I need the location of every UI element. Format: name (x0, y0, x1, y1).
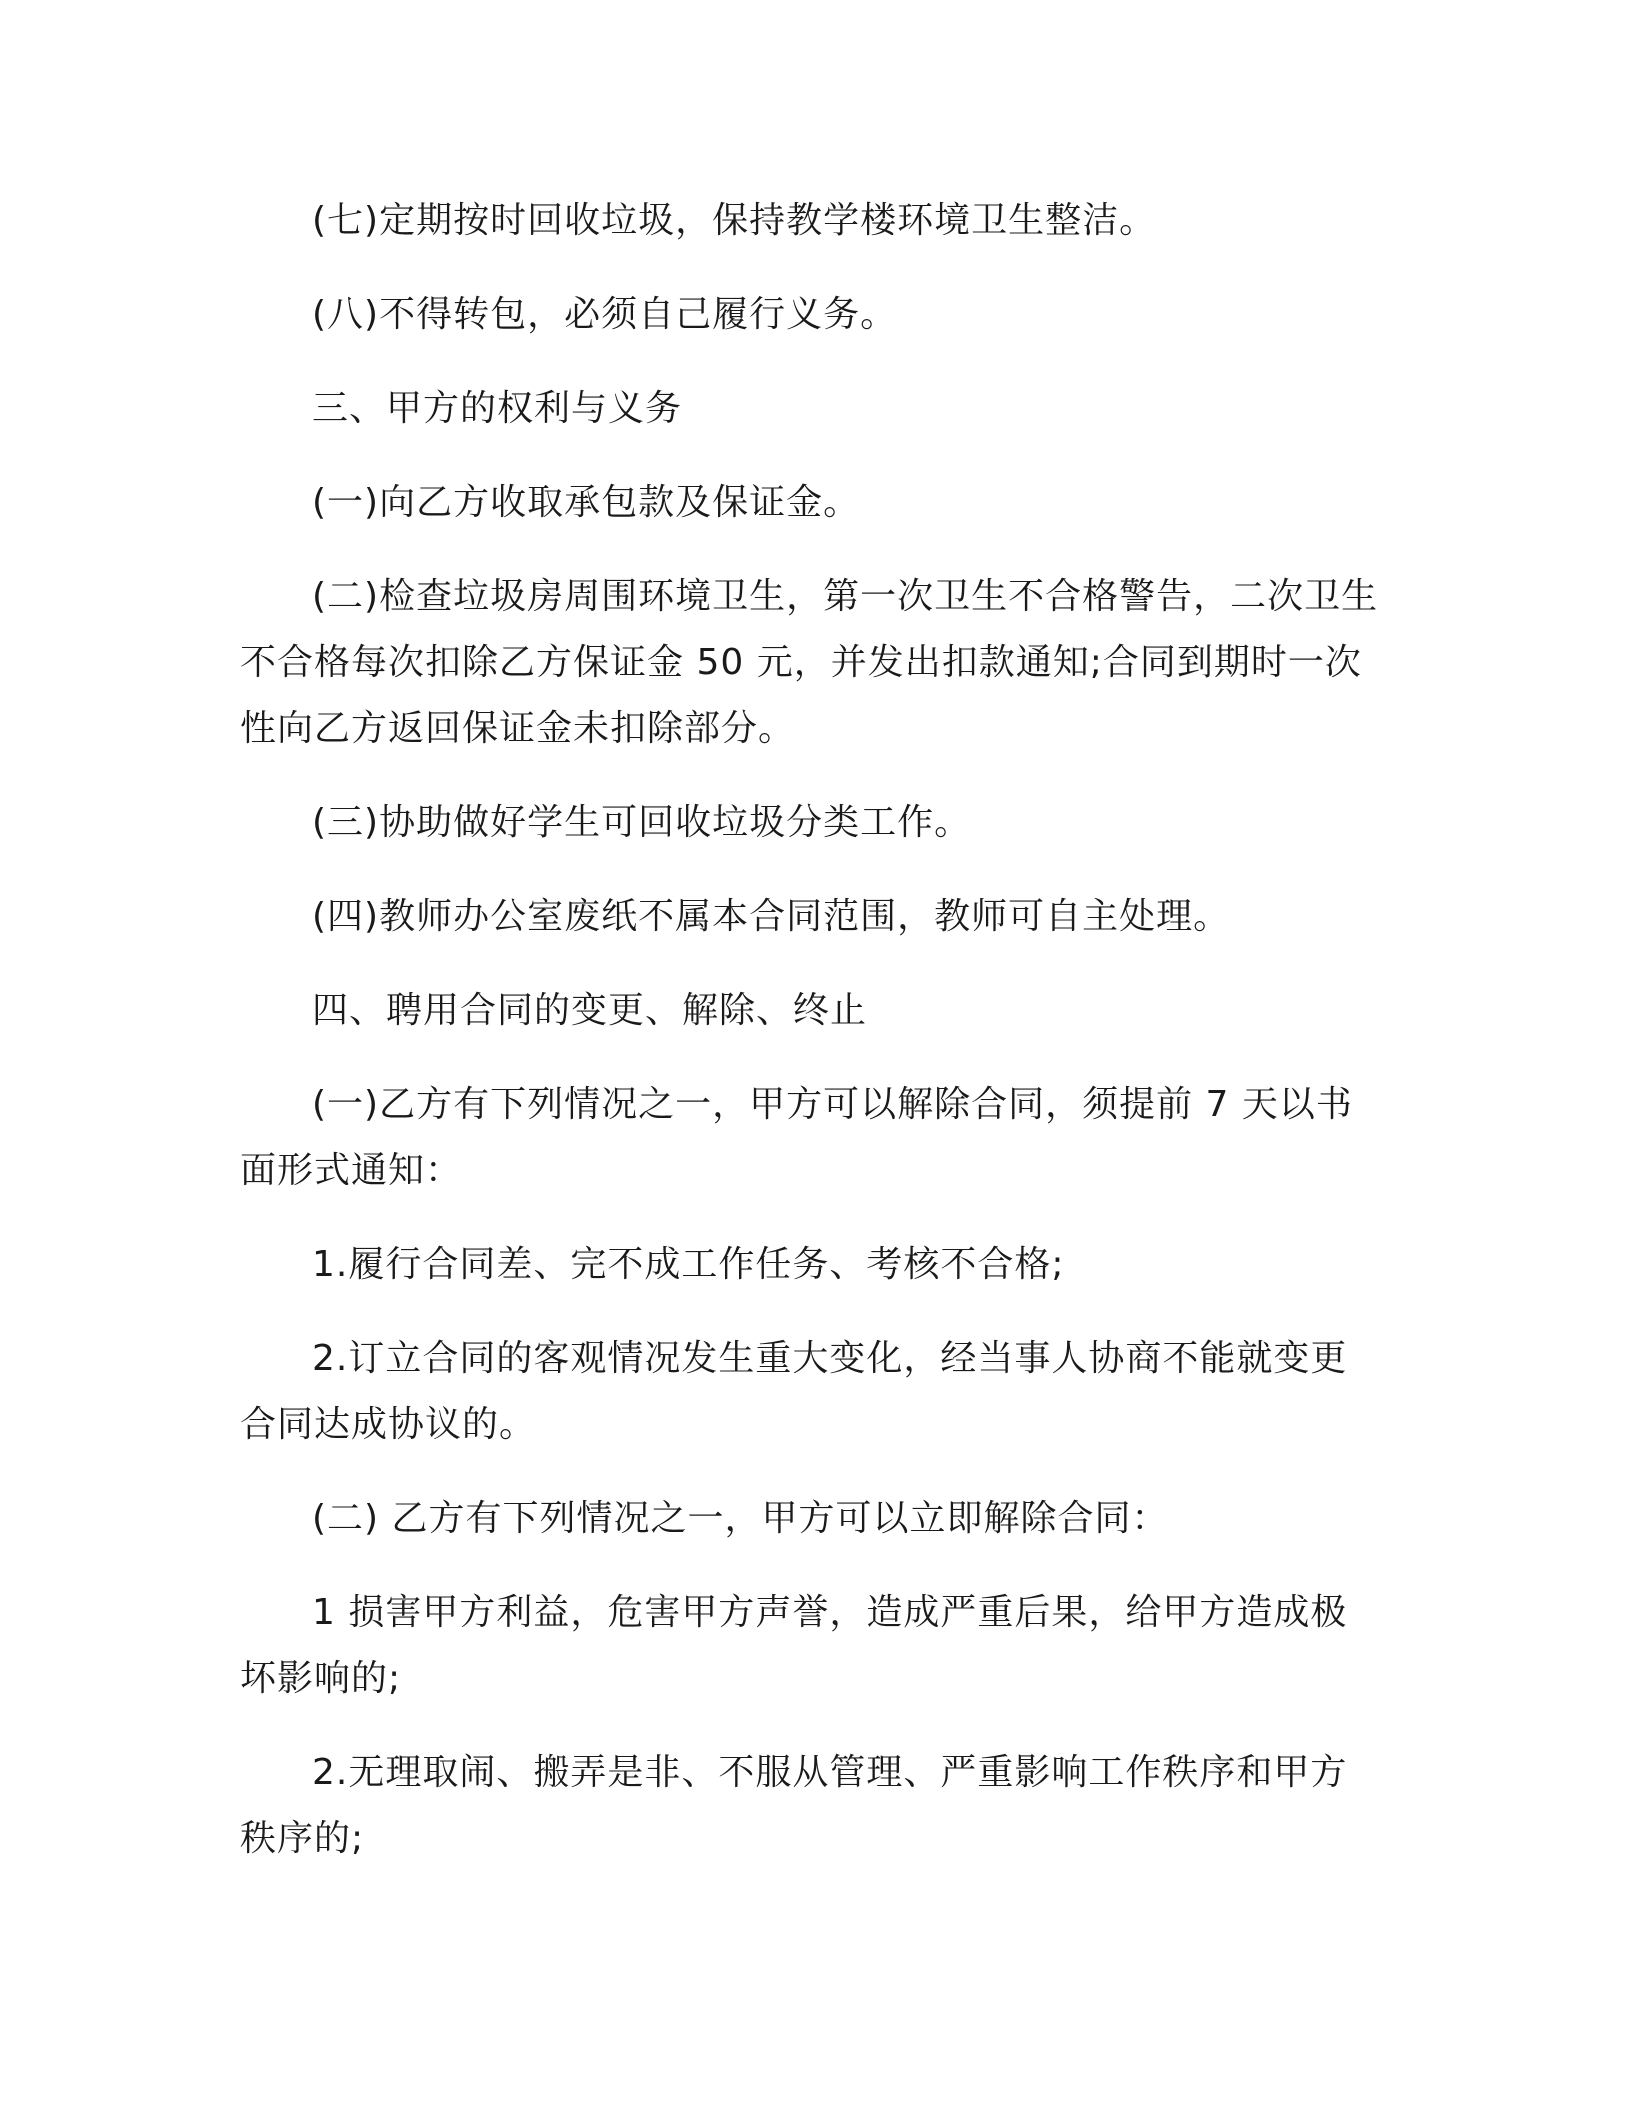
list-item-2: 2.订立合同的客观情况发生重大变化，经当事人协商不能就变更合同达成协议的。 (240, 1338, 1348, 1445)
list-item-1: 1.履行合同差、完不成工作任务、考核不合格; (312, 1244, 1065, 1285)
document-body (240, 188, 1380, 1900)
paragraph-item-4: (四)教师办公室废纸不属本合同范围，教师可自主处理。 (312, 896, 1231, 937)
list-item-2b: 2.无理取闹、搬弄是非、不服从管理、严重影响工作秩序和甲方秩序的; (240, 1752, 1348, 1859)
paragraph-item-1: (一)向乙方收取承包款及保证金。 (312, 482, 861, 523)
paragraph-immediate-termination: (二) 乙方有下列情况之一，甲方可以立即解除合同： (312, 1498, 1169, 1539)
paragraph-item-7: (七)定期按时回收垃圾，保持教学楼环境卫生整洁。 (312, 200, 1157, 241)
paragraph-item-8: (八)不得转包，必须自己履行义务。 (312, 294, 898, 335)
paragraph-termination-notice: (一)乙方有下列情况之一，甲方可以解除合同，须提前 7 天以书面形式通知： (240, 1084, 1353, 1191)
section-heading-party-a-rights: 三、甲方的权利与义务 (312, 388, 683, 429)
section-heading-contract-changes: 四、聘用合同的变更、解除、终止 (312, 990, 868, 1031)
list-item-1b: 1 损害甲方利益，危害甲方声誉，造成严重后果，给甲方造成极坏影响的; (240, 1592, 1348, 1699)
paragraph-item-2: (二)检查垃圾房周围环境卫生，第一次卫生不合格警告，二次卫生不合格每次扣除乙方保证金 50 元，并发出扣款通知;合同到期时一次性向乙方返回保证金未扣除部分。 (240, 576, 1379, 749)
paragraph-item-3: (三)协助做好学生可回收垃圾分类工作。 (312, 802, 972, 843)
